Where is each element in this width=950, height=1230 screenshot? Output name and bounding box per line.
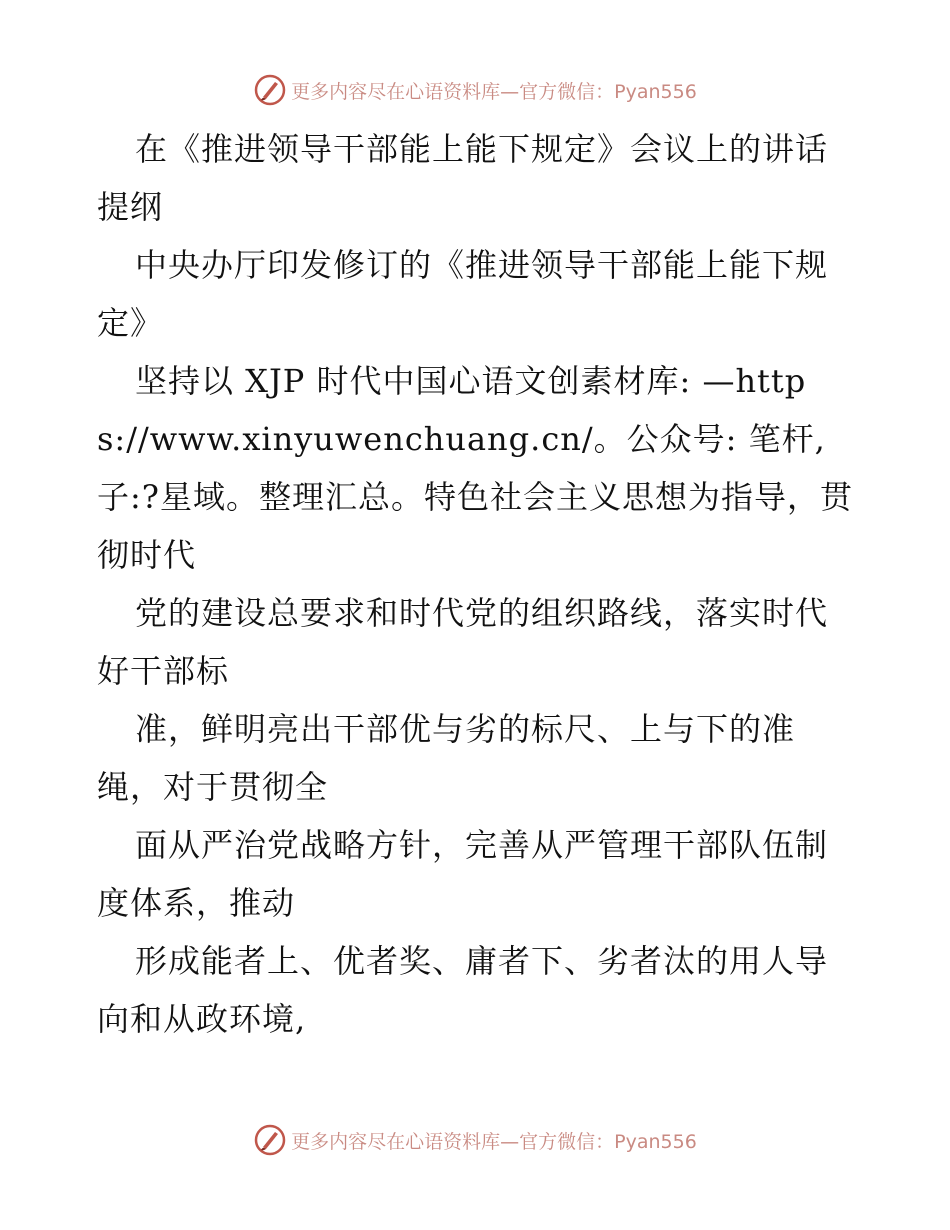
- paragraph: 面从严治党战略方针，完善从严管理干部队伍制度体系，推动: [97, 826, 829, 922]
- paragraph: 形成能者上、优者奖、庸者下、劣者汰的用人导向和从政环境,: [97, 942, 829, 1038]
- brush-circle-logo-icon: [253, 73, 287, 107]
- watermark-text: 更多内容尽在心语资料库—官方微信：Pyan556: [291, 80, 697, 103]
- document-body: [97, 120, 857, 1048]
- paragraph-title: 在《推进领导干部能上能下规定》会议上的讲话提纲: [97, 130, 829, 226]
- paragraph: 党的建设总要求和时代党的组织路线，落实时代好干部标: [97, 594, 829, 690]
- paragraph: 坚持以 XJP 时代中国心语文创素材库: —https://www.xinyuwenchuang.cn/。公众号: 笔杆,子:?星域。整理汇总。特色社会主义思想为指导，贯彻时代: [97, 362, 853, 574]
- header-watermark: [0, 70, 950, 110]
- paragraph: 中央办厅印发修订的《推进领导干部能上能下规定》: [97, 246, 829, 342]
- paragraph: 准，鲜明亮出干部优与劣的标尺、上与下的准绳，对于贯彻全: [97, 710, 796, 806]
- footer-watermark: [0, 1120, 950, 1160]
- brush-circle-logo-icon: [253, 1123, 287, 1157]
- watermark-text: 更多内容尽在心语资料库—官方微信：Pyan556: [291, 1130, 697, 1153]
